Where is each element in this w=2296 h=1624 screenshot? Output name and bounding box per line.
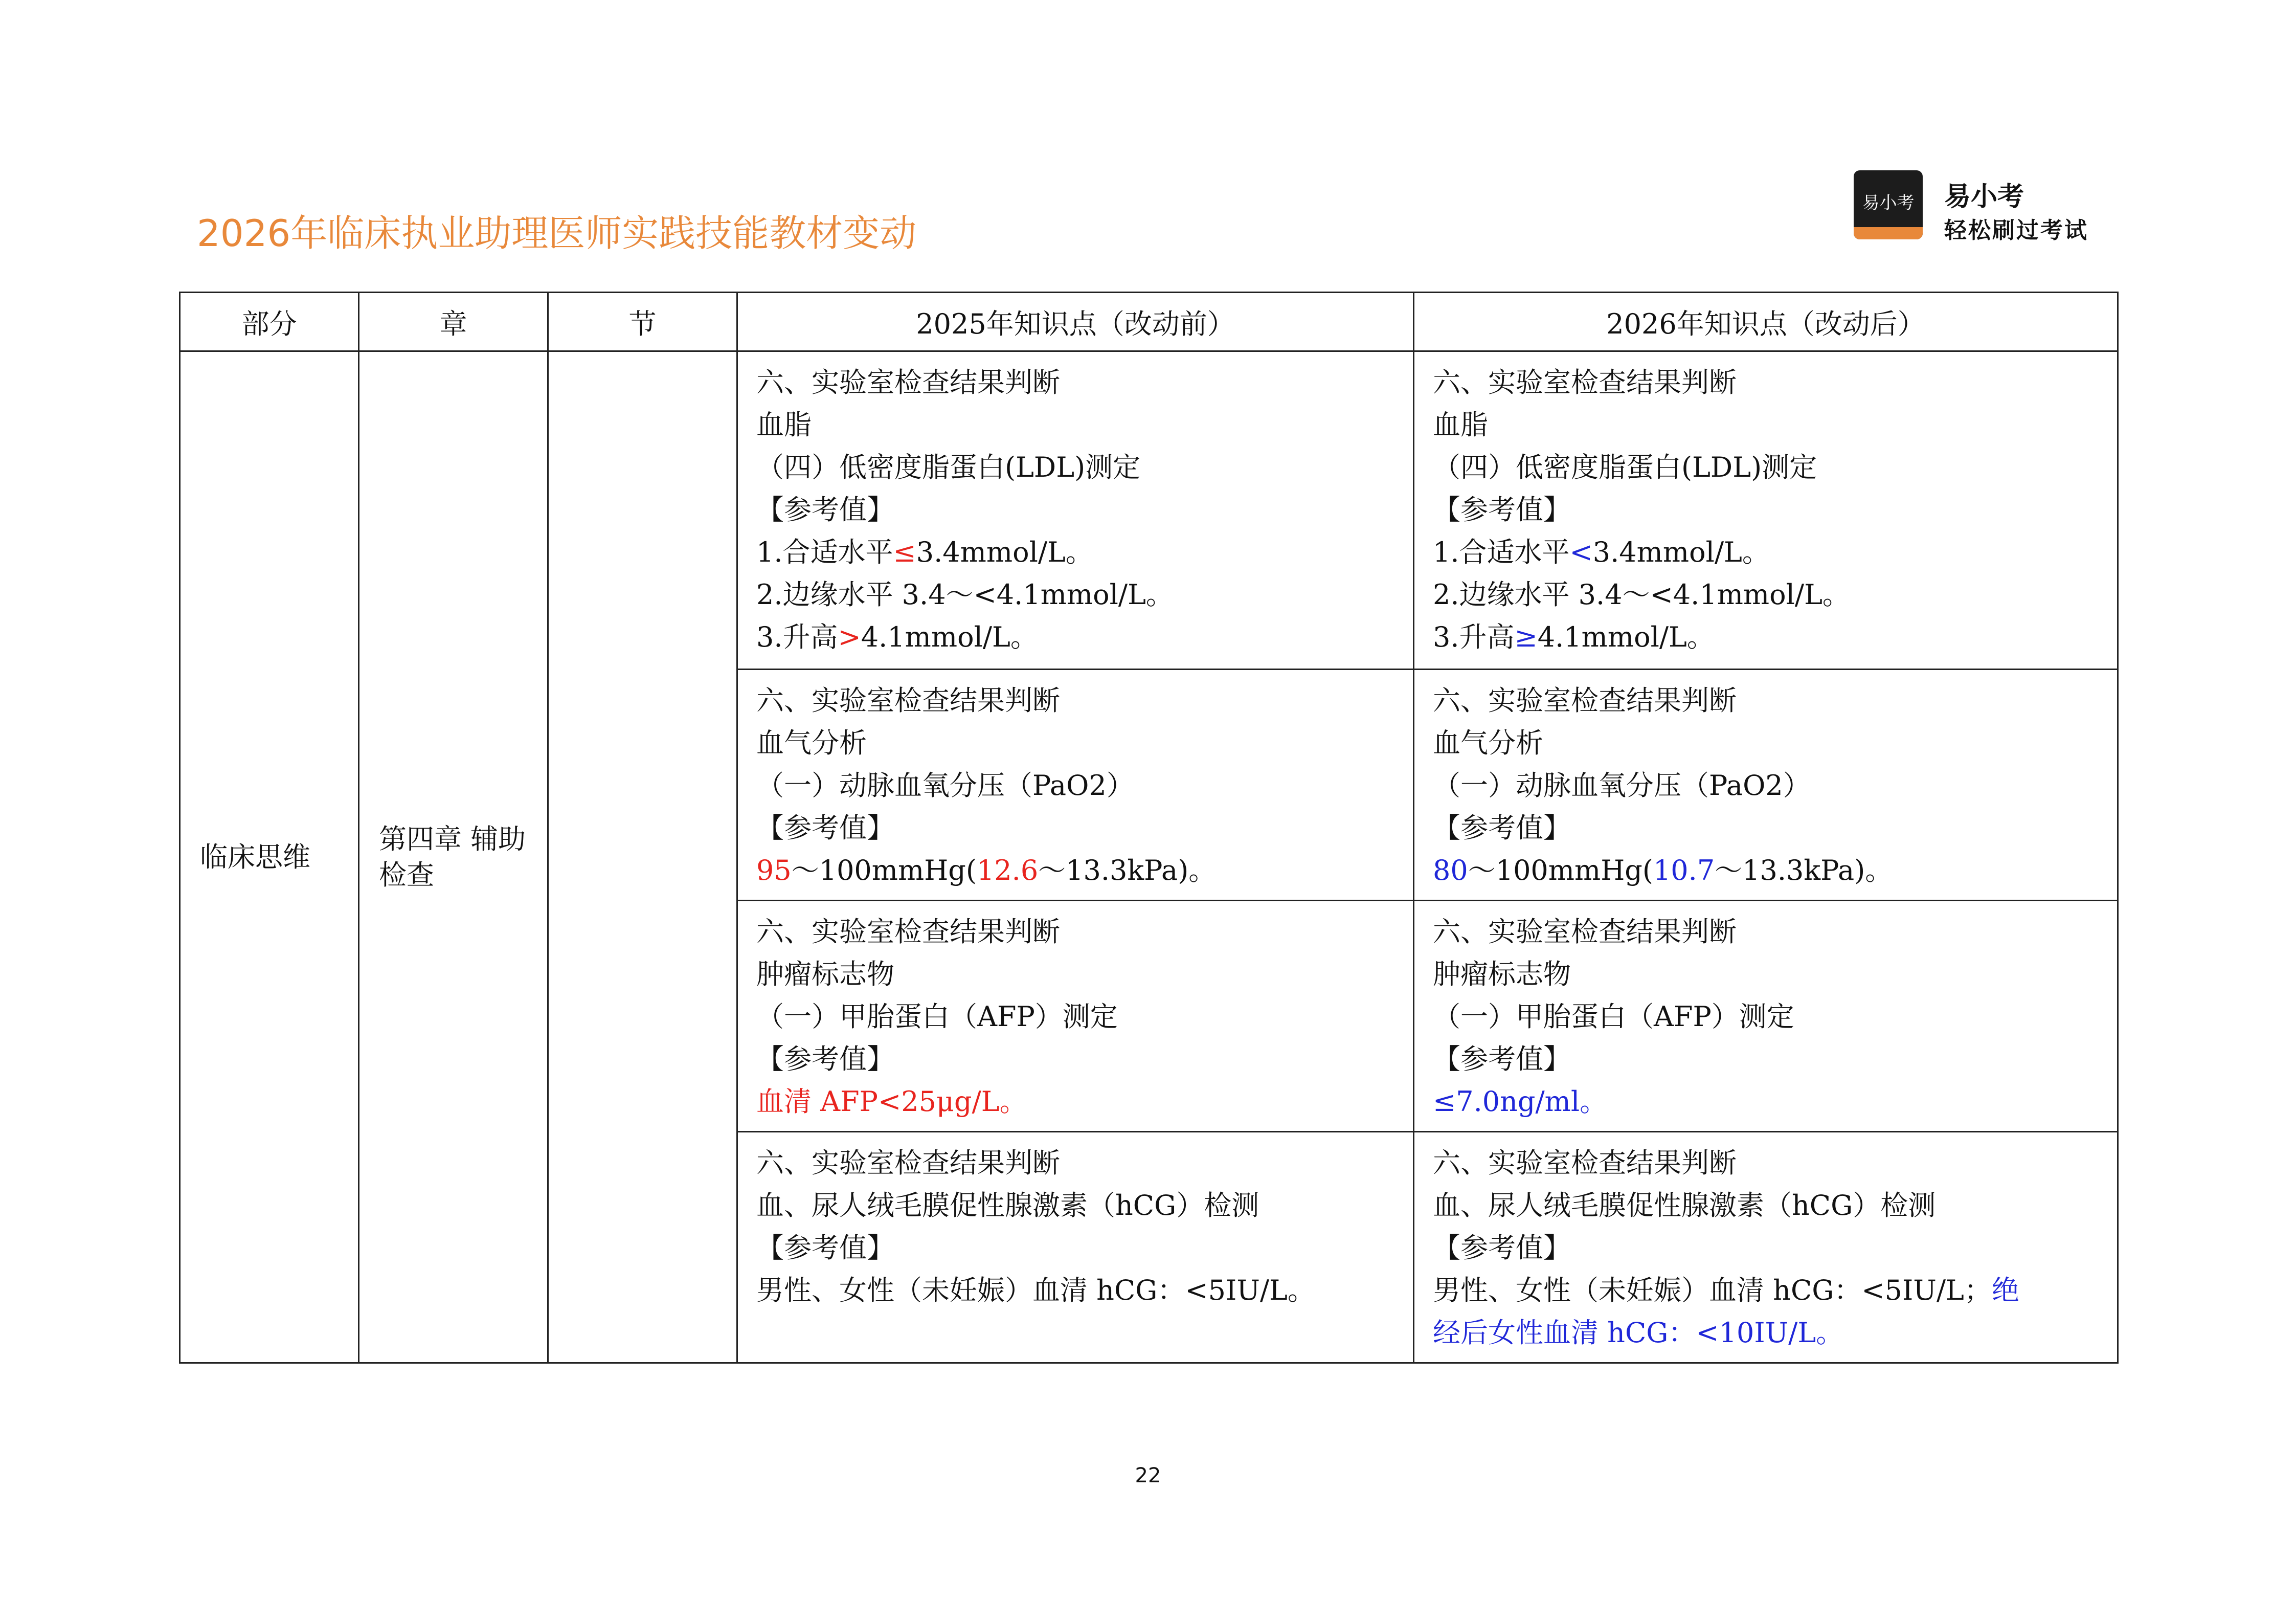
kp-value-text: 男性、女性（未妊娠）血清 hCG：<5IU/L； (1433, 1274, 1992, 1306)
logo-text: 易小考 (1862, 193, 1915, 213)
kp-value-text: ～13.3kPa)。 (1715, 854, 1893, 886)
kp-changed-text: 80 (1433, 854, 1468, 886)
kp-value-line: 男性、女性（未妊娠）血清 hCG：<5IU/L。 (756, 1274, 1315, 1306)
page-title: 2026年临床执业助理医师实践技能教材变动 (197, 212, 917, 255)
page-number: 22 (1135, 1464, 1161, 1487)
kp-reference-label: 【参考值】 (1433, 1043, 1571, 1075)
table-header-row (180, 293, 2118, 351)
before-cell-hcg (737, 1132, 1414, 1363)
kp-reference-label: 【参考值】 (1433, 1232, 1571, 1264)
before-cell-afp (737, 901, 1414, 1132)
kp-value-line (1433, 616, 2099, 658)
kp-value-text: 1.合适水平 (756, 536, 893, 568)
changes-table (179, 292, 2119, 1364)
table-row (180, 351, 2118, 670)
header-chapter: 章 (359, 293, 548, 351)
before-cell-pao2 (737, 670, 1414, 901)
kp-reference-label: 【参考值】 (1433, 812, 1571, 844)
before-cell-ldl (737, 351, 1414, 670)
part-cell: 临床思维 (180, 351, 359, 1363)
kp-value-text: ～100mmHg( (1468, 854, 1653, 886)
kp-value-line: 2.边缘水平 3.4～<4.1mmol/L。 (1433, 579, 1850, 611)
kp-heading: 六、实验室检查结果判断 (756, 916, 1060, 948)
kp-heading: 六、实验室检查结果判断 (1433, 366, 1737, 398)
kp-item: （四）低密度脂蛋白(LDL)测定 (1433, 451, 1817, 483)
kp-category: 血脂 (756, 409, 812, 441)
brand-logo (1854, 170, 1923, 239)
kp-value-text: 3.升高 (756, 621, 838, 653)
kp-value-line (756, 849, 1394, 892)
header-after: 2026年知识点（改动后） (1414, 293, 2118, 351)
kp-value-text: ～100mmHg( (791, 854, 977, 886)
after-cell-afp (1414, 901, 2118, 1132)
brand-slogan: 轻松刷过考试 (1944, 217, 2088, 243)
kp-reference-label: 【参考值】 (756, 494, 894, 526)
kp-heading: 六、实验室检查结果判断 (756, 684, 1060, 717)
kp-value-line (1433, 531, 2099, 573)
kp-value-line (756, 616, 1394, 658)
kp-value-line (1433, 1269, 2099, 1311)
kp-category: 肿瘤标志物 (756, 958, 894, 990)
kp-category: 血气分析 (756, 727, 867, 759)
header-part: 部分 (180, 293, 359, 351)
header-before: 2025年知识点（改动前） (737, 293, 1414, 351)
kp-heading: 六、实验室检查结果判断 (1433, 916, 1737, 948)
kp-changed-text: > (838, 621, 861, 653)
kp-category: 血气分析 (1433, 727, 1543, 759)
kp-value-text: 3.4mmol/L。 (1592, 536, 1770, 568)
kp-changed-text: 绝 (1991, 1274, 2019, 1306)
kp-changed-text: 95 (756, 854, 792, 886)
kp-category: 血脂 (1433, 409, 1488, 441)
section-cell (548, 351, 737, 1363)
kp-heading: 六、实验室检查结果判断 (1433, 1147, 1737, 1179)
kp-changed-text: 10.7 (1653, 854, 1715, 886)
kp-item: 血、尿人绒毛膜促性腺激素（hCG）检测 (756, 1189, 1259, 1221)
kp-item: （一）甲胎蛋白（AFP）测定 (756, 1000, 1118, 1033)
brand-name: 易小考 (1944, 182, 2024, 212)
kp-changed-text: < (1569, 536, 1593, 568)
kp-value-text: 4.1mmol/L。 (861, 621, 1038, 653)
kp-changed-text: 12.6 (976, 854, 1039, 886)
kp-value-text: 3.4mmol/L。 (916, 536, 1093, 568)
kp-item: （一）动脉血氧分压（PaO2） (1433, 769, 1811, 802)
kp-value-text: ～13.3kPa)。 (1038, 854, 1217, 886)
kp-item: 血、尿人绒毛膜促性腺激素（hCG）检测 (1433, 1189, 1936, 1221)
kp-value-line (1433, 849, 2099, 892)
kp-item: （一）动脉血氧分压（PaO2） (756, 769, 1134, 802)
kp-reference-label: 【参考值】 (1433, 494, 1571, 526)
after-cell-hcg (1414, 1132, 2118, 1363)
chapter-cell: 第四章 辅助检查 (359, 351, 548, 1363)
kp-item: （四）低密度脂蛋白(LDL)测定 (756, 451, 1141, 483)
kp-value-text: 1.合适水平 (1433, 536, 1570, 568)
after-cell-pao2 (1414, 670, 2118, 901)
kp-value-line: 2.边缘水平 3.4～<4.1mmol/L。 (756, 579, 1174, 611)
after-cell-ldl (1414, 351, 2118, 670)
kp-value-text: 3.升高 (1433, 621, 1515, 653)
kp-changed-text: 血清 AFP<25μg/L。 (756, 1085, 1027, 1118)
kp-changed-text: ≤7.0ng/ml。 (1433, 1085, 1608, 1118)
kp-heading: 六、实验室检查结果判断 (756, 1147, 1060, 1179)
logo-stripe (1854, 227, 1923, 239)
kp-category: 肿瘤标志物 (1433, 958, 1571, 990)
kp-changed-text: ≤ (893, 536, 916, 568)
kp-heading: 六、实验室检查结果判断 (756, 366, 1060, 398)
kp-reference-label: 【参考值】 (756, 1232, 894, 1264)
kp-item: （一）甲胎蛋白（AFP）测定 (1433, 1000, 1794, 1033)
kp-value-line (756, 531, 1394, 573)
kp-changed-text: 经后女性血清 hCG：<10IU/L。 (1433, 1317, 1844, 1349)
header-section: 节 (548, 293, 737, 351)
kp-reference-label: 【参考值】 (756, 1043, 894, 1075)
kp-heading: 六、实验室检查结果判断 (1433, 684, 1737, 717)
kp-changed-text: ≥ (1514, 621, 1538, 653)
kp-reference-label: 【参考值】 (756, 812, 894, 844)
kp-value-text: 4.1mmol/L。 (1537, 621, 1715, 653)
